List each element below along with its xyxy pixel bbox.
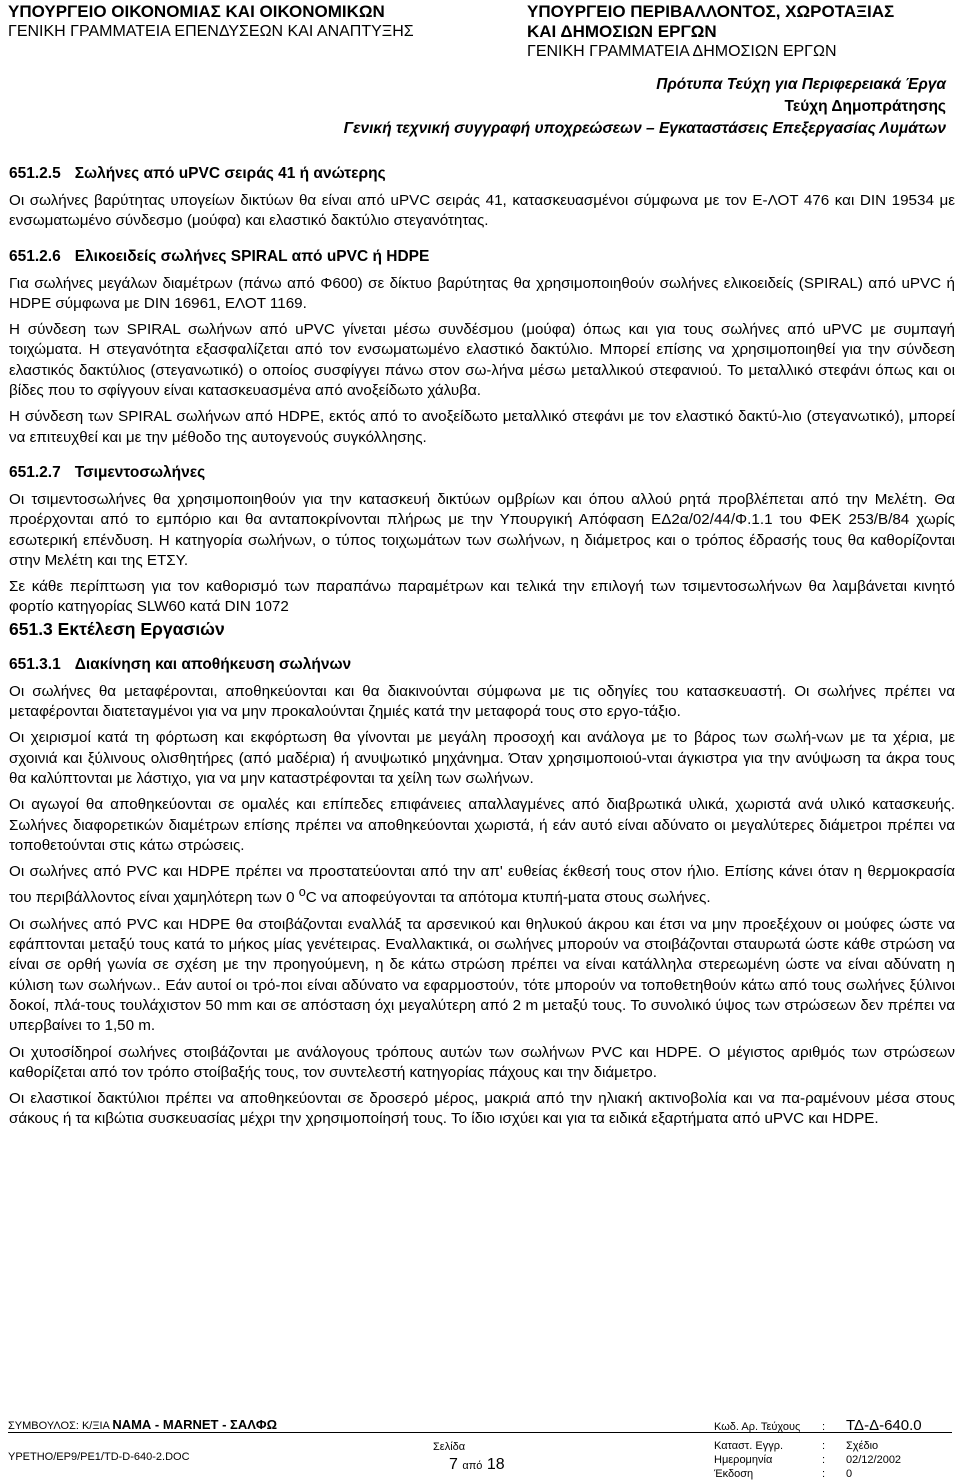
paragraph: Για σωλήνες μεγάλων διαμέτρων (πάνω από Φ600) σε δίκτυο βαρύτητας θα χρησιμοποιηθούν σωλήνες ελικοειδείς (SPIRAL) από uPVC ή HDPE σύμφωνα με DIN 16961, ΕΛΟΤ 1169. (9, 274, 955, 312)
page-label: Σελίδα (433, 1441, 466, 1453)
section-number: 651.3.1 (9, 655, 61, 673)
advisor (8, 1418, 277, 1433)
page-of: από (462, 1460, 483, 1472)
header-right (527, 2, 957, 62)
colon: : (822, 1468, 826, 1480)
paragraph (9, 862, 955, 909)
secretariat-public-works: ΓΕΝΙΚΗ ΓΡΑΜΜΑΤΕΙΑ ΔΗΜΟΣΙΩΝ ΕΡΓΩΝ (527, 43, 837, 60)
ministry-economy-title: ΥΠΟΥΡΓΕΙΟ ΟΙΚΟΝΟΜΙΑΣ ΚΑΙ ΟΙΚΟΝΟΜΙΚΩΝ (8, 2, 385, 21)
status-value: Σχέδιο (846, 1440, 879, 1452)
section-heading-651-3-1 (9, 654, 955, 676)
section-title: Ελικοειδείς σωλήνες SPIRAL από uPVC ή HDPE (74, 247, 430, 265)
page-total: 18 (486, 1456, 505, 1473)
section-heading-651-2-7 (9, 462, 955, 484)
page-current: 7 (449, 1456, 458, 1473)
page-number (449, 1456, 505, 1474)
code-row (714, 1417, 922, 1434)
ministry-environment-title-2: ΚΑΙ ΔΗΜΟΣΙΩΝ ΕΡΓΩΝ (527, 22, 717, 41)
section-title: Σωλήνες από uPVC σειράς 41 ή ανώτερης (74, 165, 386, 182)
header-left (8, 2, 478, 42)
status-label: Καταστ. Εγγρ. (714, 1440, 784, 1452)
advisor-prefix: ΣΥΜΒΟΥΛΟΣ: Κ/ΞΙΑ (8, 1420, 113, 1432)
degree-superscript: ο (298, 885, 306, 900)
section-heading-651-3: 651.3 Εκτέλεση Εργασιών (9, 618, 225, 639)
advisor-name: ΝΑΜΑ - MARNET - ΣΑΛΦΩ (112, 1417, 277, 1432)
paragraph: Οι σωλήνες από PVC και HDPE θα στοιβάζονται εναλλάξ τα αρσενικού και θηλυκού άκρου και έτσι να μην προεξέχουν οι μούφες ώστε να εφάπτονται μεταξύ τους κατά το μήκος μίας γενέτειρας. Εναλλακτικά, οι σωλήνες μπορούν να στοιβάζονται σταυρωτά ώστε κάθε στρώση να είναι σε ορθή γωνία σε σχέση με την προηγούμενη, η δε κάτω στρώση πρέπει να είναι κατάλληλα στερεωμένη ώστε να είναι αδύνατη η κύλιση των σωλήνων.. Εάν αυτοί οι τρό-ποι είναι αδύνατο να εφαρμοστούν, τότε μπορούν να τοποθετηθούν κάτω από τους σωλήνες ξύλινοι δοκοί, πλά-τους τουλάχιστον 50 mm και σε απόσταση όχι μεγαλύτερη από 2 m μεταξύ τους. Το συνολικό ύψος των στρώσεων δεν πρέπει να υπερβαίνει το 1,50 m. (9, 915, 955, 1035)
section-heading-651-2-6 (9, 246, 955, 268)
code-value: ΤΔ-Δ-640.0 (846, 1417, 922, 1434)
date-value: 02/12/2002 (846, 1454, 902, 1466)
paragraph: Οι σωλήνες θα μεταφέρονται, αποθηκεύονται και θα διακινούνται σύμφωνα με τις οδηγίες του κατασκευαστή. Οι σωλήνες πρέπει να μεταφέρονται διατεταγμένοι για να μην προκαλούνται ζημιές κατά την μεταφορά τους στο εργο-τάξιο. (9, 682, 955, 721)
edition-label: Έκδοση (714, 1468, 754, 1480)
project-line-1: Πρότυπα Τεύχη για Περιφερειακά Έργα (656, 76, 946, 93)
project-line-3: Γενική τεχνική συγγραφή υποχρεώσεων – Εγκαταστάσεις Επεξεργασίας Λυμάτων (343, 120, 946, 137)
ministry-environment-title-1: ΥΠΟΥΡΓΕΙΟ ΠΕΡΙΒΑΛΛΟΝΤΟΣ, ΧΩΡΟΤΑΞΙΑΣ (527, 2, 895, 21)
colon: : (822, 1421, 826, 1433)
paragraph: Οι σωλήνες βαρύτητας υπογείων δικτύων θα είναι από uPVC σειράς 41, κατασκευασμένοι σύμφωνα με τον Ε-ΛΟΤ 476 και DIN 19534 με ενσωματωμένο σύνδεσμο (μούφα) και ελαστικό δακτύλιο στεγανότητας. (9, 192, 955, 230)
status-row (714, 1440, 878, 1452)
paragraph: Η σύνδεση των SPIRAL σωλήνων από HDPE, εκτός από το ανοξείδωτο μεταλλικό στεφάνι με τον ελαστικό δακτύ-λιο (στεγανωτικό), μπορεί να επιτευχθεί και με την μέθοδο της αυτογενούς συγκόλλησης. (9, 408, 955, 446)
project-line-2: Τεύχη Δημοπράτησης (784, 98, 946, 115)
date-row (714, 1454, 901, 1466)
colon: : (822, 1454, 826, 1466)
paragraph: Οι αγωγοί θα αποθηκεύονται σε ομαλές και επίπεδες επιφάνειες απαλλαγμένες από διαβρωτικά υλικά, χωριστά ανά υλικό κατασκευής. Σωλήνες διαφορετικών διαμέτρων επίσης πρέπει να αποθηκεύονται χωριστά, ή εάν αυτό είναι αδύνατο οι μεγαλύτερες διάμετροι πρέπει να τοποθετούνται στις κάτω στρώσεις. (9, 796, 955, 854)
edition-value: 0 (846, 1468, 853, 1480)
edition-row (714, 1468, 852, 1480)
code-label: Κωδ. Αρ. Τεύχους (714, 1421, 801, 1433)
paragraph-text: Οι σωλήνες από PVC και HDPE πρέπει να προστατεύονται από την απ' ευθείας έκθεσή τους στον ήλιο. Επίσης κάνει όταν η θερμοκρασία του περιβάλλοντος είναι χαμηλότερη των 0 (9, 863, 955, 907)
section-title: Τσιμεντοσωλήνες (74, 463, 206, 481)
paragraph-text: C να αποφεύγονται τα απότομα κτυπή-ματα στους σωλήνες. (305, 889, 711, 907)
secretariat-investment: ΓΕΝΙΚΗ ΓΡΑΜΜΑΤΕΙΑ ΕΠΕΝΔΥΣΕΩΝ ΚΑΙ ΑΝΑΠΤΥΞΗΣ (8, 23, 414, 40)
paragraph: Οι χειρισμοί κατά τη φόρτωση και εκφόρτωση θα γίνονται με μεγάλη προσοχή και ανάλογα με το βάρος των σωλή-νων με τα χέρια, με σχοινιά και ξύλινους ολισθητήρες (από μαδέρια) ή ανυψωτικό μηχάνημα. Όταν χρησιμοποιού-νται άγκιστρα για την ανύψωση τα άκρα τους θα καλύπτονται με λάστιχο, για να μην καταστρέφονται τα χείλη των σωλήνων. (9, 729, 955, 787)
paragraph: Η σύνδεση των SPIRAL σωλήνων από uPVC γίνεται μέσω συνδέσμου (μούφα) όπως και για τους σωλήνες από uPVC με συμπαγή τοιχώματα. Η στεγανότητα εξασφαλίζεται από τον ενσωματωμένο ελαστικό δακτύλιο. Μπορεί επίσης να χρησιμοποιηθεί για την σύνδεση ελαστικός δακτύλιος (στεγανωτικό) ο οποίος συσφίγγει πάνω στον σω-λήνα μέσω μεταλλικού στεφανιού. Το μεταλλικό στεφάνι όπως και οι βίδες που το σφίγγουν είναι κατασκευασμένα από ανοξείδωτο χάλυβα. (9, 321, 955, 400)
section-title: Διακίνηση και αποθήκευση σωλήνων (74, 655, 352, 673)
document-file: ΥΡΕΤΗΟ/ΕΡ9/ΡΕ1/TD-D-640-2.DOC (8, 1451, 190, 1463)
section-heading-651-2-5 (9, 163, 955, 185)
paragraph: Οι χυτοσίδηροί σωλήνες στοιβάζονται με ανάλογους τρόπους αυτών των σωλήνων PVC και HDPE. Ο μέγιστος αριθμός των στρώσεων καθορίζεται από τον τρόπο στοίβαξής τους, τον συντελεστή κατηγορίας πάχους και την διάμετρο. (9, 1043, 955, 1081)
date-label: Ημερομηνία (714, 1454, 773, 1466)
document-body (9, 163, 955, 1130)
paragraph: Οι τσιμεντοσωλήνες θα χρησιμοποιηθούν για την κατασκευή δικτύων ομβρίων και όπου αλλού ρητά προβλέπεται από την Μελέτη. Θα προέρχονται από το εμπόριο και θα ανταποκρίνονται πλήρως με την Υπουργική Απόφαση ΕΔ2α/02/44/Φ.1.1 του ΦΕΚ 253/Β/84 χωρίς εσωτερική επένδυση. Η κατηγορία σωλήνων, ο τύπος τοιχωμάτων των σωλήνων, η διάμετρος και ο τρόπος έδρασής τους θα καθορίζονται στην Μελέτη και της ΕΤΣΥ. (9, 490, 955, 569)
section-number: 651.2.7 (9, 463, 61, 481)
colon: : (822, 1440, 826, 1452)
section-number: 651.2.5 (9, 165, 61, 182)
paragraph: Οι ελαστικοί δακτύλιοι πρέπει να αποθηκεύονται σε δροσερό μέρος, μακριά από την ηλιακή ακτινοβολία και να πα-ραμένουν μέσα στους σάκους ή τα κιβώτια συσκευασίας μέχρι την χρησιμοποίησή τους. Το ίδιο ισχύει και για τα ειδικά εξαρτήματα από uPVC και HDPE. (9, 1090, 955, 1128)
project-title-block (344, 74, 946, 140)
section-number: 651.2.6 (9, 247, 61, 265)
paragraph: Σε κάθε περίπτωση για τον καθορισμό των παραπάνω παραμέτρων και τελικά την επιλογή των τσιμεντοσωλήνων θα λαμβάνεται κινητό φορτίο κατηγορίας SLW60 κατά DIN 1072 (9, 578, 955, 616)
